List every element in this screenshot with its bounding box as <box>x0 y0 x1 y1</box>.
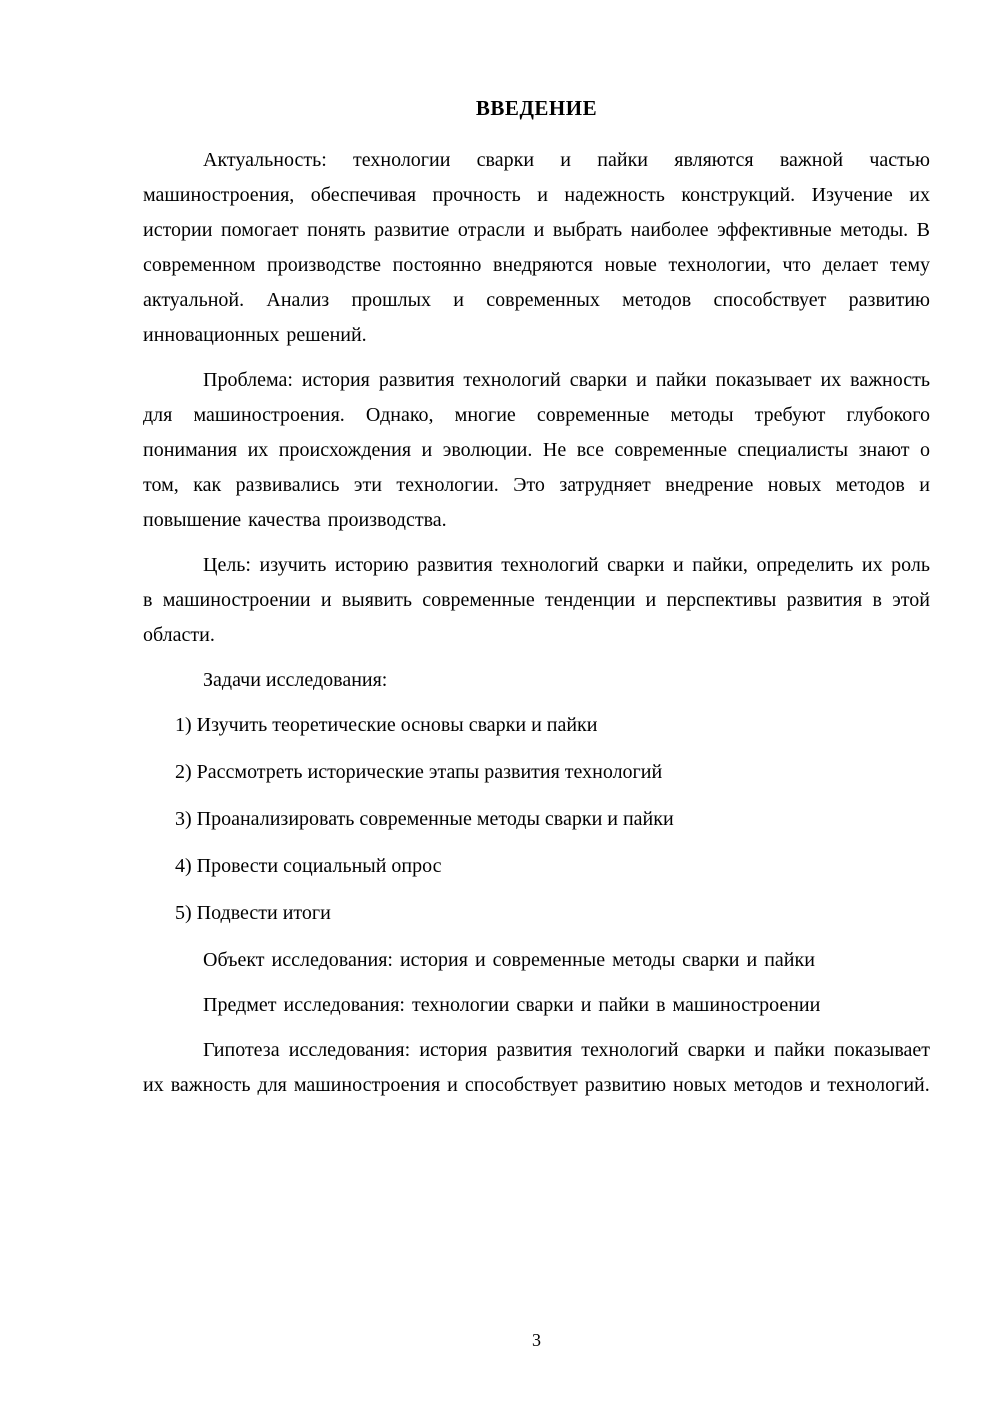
paragraph-hypothesis: Гипотеза исследования: история развития технологий сварки и пайки показывает их важность для машиностроения и способствует развитию новых методов и технологий. <box>143 1039 930 1096</box>
tasks-heading: Задачи исследования: <box>203 669 388 691</box>
document-content <box>143 96 930 1113</box>
document-title: ВВЕДЕНИЕ <box>475 96 598 120</box>
task-item-4: 4) Провести социальный опрос <box>175 855 442 877</box>
paragraph-problem: Проблема: история развития технологий сварки и пайки показывает их важность для машиностроения. Однако, многие современные методы требуют глубокого понимания их происхождения и эволюции. Не все современные специалисты знают о том, как развивались эти технологии. Это затрудняет внедрение новых методов и повышение качества производства. <box>143 369 930 531</box>
task-item-1: 1) Изучить теоретические основы сварки и пайки <box>175 714 598 736</box>
paragraph-object: Объект исследования: история и современные методы сварки и пайки <box>203 949 815 971</box>
tasks-list <box>143 708 930 931</box>
paragraph-subject: Предмет исследования: технологии сварки и пайки в машиностроении <box>203 994 821 1016</box>
task-item-2: 2) Рассмотреть исторические этапы развития технологий <box>175 761 663 783</box>
task-item-3: 3) Проанализировать современные методы сварки и пайки <box>175 808 674 830</box>
task-item-5: 5) Подвести итоги <box>175 902 331 924</box>
paragraph-goal: Цель: изучить историю развития технологий сварки и пайки, определить их роль в машиностроении и выявить современные тенденции и перспективы развития в этой области. <box>143 554 930 646</box>
paragraph-relevance: Актуальность: технологии сварки и пайки являются важной частью машиностроения, обеспечивая прочность и надежность конструкций. Изучение их истории помогает понять развитие отрасли и выбрать наиболее эффективные методы. В современном производстве постоянно внедряются новые технологии, что делает тему актуальной. Анализ прошлых и современных методов способствует развитию инновационных решений. <box>143 149 930 346</box>
page-number: 3 <box>532 1330 541 1350</box>
